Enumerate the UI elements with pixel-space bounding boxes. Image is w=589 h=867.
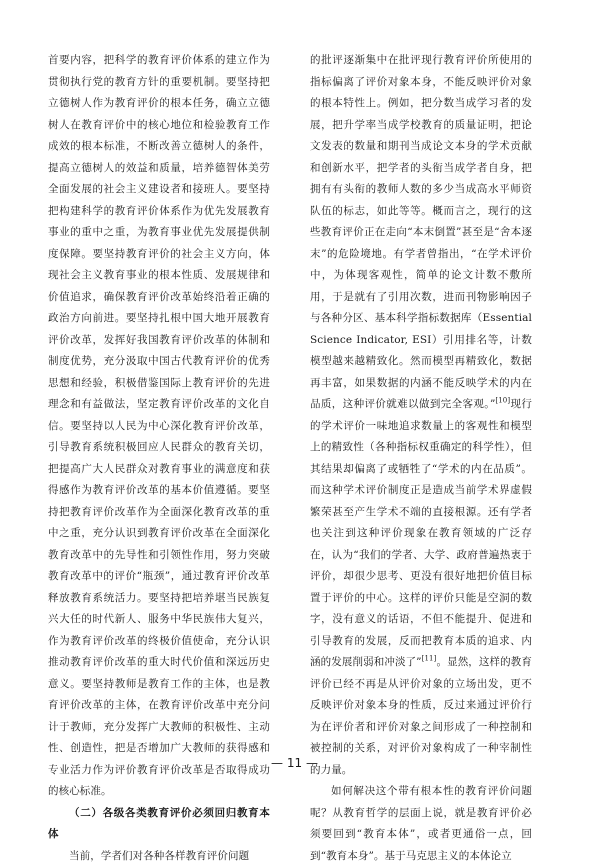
citation-ref: [10]: [495, 397, 510, 405]
paragraph-text: 的批评逐渐集中在批评现行教育评价所使用的指标偏离了评价对象本身，不能反映评价对象的根本特性上。例如，把分数当成学习者的发展，把升学率当成学校教育的质量证明，把论文发表的数量和期刊当成论文本身的学术贡献和创新水平，把学者的头衔当成学者自身，把拥有有头衔的教师人数的多少当成高水平师资队伍的标志，如此等等。概而言之，现行的这些教育评价正在走向“本末倒置”甚至是“舍本逐末”的危险境地。有学者曾指出，“在学术评价中，为体现客观性，简单的论文计数不敷所用，于是就有了引用次数，进而刊物影响因子与各种分区、基本科学指标数据库（Essential Science Indicator, ESI）引用排名等，计数模型越来越精致化。然而模型再精致化，数据再丰富，如果数据的内涵不能反映学术的内在品质，这种评价就难以做到完全客观。”: [310, 54, 532, 410]
paragraph: 当前，学者们对各种各样教育评价问题: [48, 846, 270, 867]
paragraph: 如何解决这个带有根本性的教育评价问题呢？从教育哲学的层面上说，就是教育评价必须要回到“教育本体”，或者更通俗一点，回到“教育本身”。基于马克思主义的本体论立: [310, 781, 532, 867]
left-column: [48, 50, 270, 867]
citation-ref: [11]: [422, 655, 437, 663]
paragraph-text: 。显然，这样的教育评价已经不再是从评价对象的立场出发，更不反映评价对象本身的性质，反过来通过评价行为在评价者和评价对象之间形成了一种控制和被控制的关系，对评价对象构成了一种宰制性的力量。: [310, 656, 532, 776]
paragraph-text: 现行的学术评价一味地追求数量上的客观性和模型上的精致性（各种指标权重确定的科学性），但其结果却偏离了或牺牲了“学术的内在品质”。而这种学术评价制度正是造成当前学术界虚假繁荣甚至产生学术不端的直接根源。还有学者也关注到这种评价现象在教育领域的广泛存在，认为“我们的学者、大学、政府普遍热衷于评价，却很少思考、更没有很好地把价值目标置于评价的中心。这样的评价只能是空洞的数字，没有意义的话语，不但不能提升、促进和引导教育的发展，反而把教育本质的追求、内涵的发展削弱和冲淡了”: [310, 398, 532, 668]
section-heading: （二）各级各类教育评价必须回归教育本体: [48, 803, 270, 846]
right-column: [310, 50, 532, 867]
paragraph: [310, 50, 532, 781]
page-number: — 11 —: [0, 756, 589, 770]
paragraph: 首要内容，把科学的教育评价体系的建立作为贯彻执行党的教育方针的重要机制。要坚持把立德树人作为教育评价的根本任务，确立立德树人在教育评价中的核心地位和检验教育工作成效的根本标准，不断改善立德树人的条件，提高立德树人的效益和质量，培养德智体美劳全面发展的社会主义建设者和接班人。要坚持把构建科学的教育评价体系作为优先发展教育事业的重中之重，为教育事业优先发展提供制度保障。要坚持教育评价的社会主义方向，体现社会主义教育事业的根本性质、发展规律和价值追求，确保教育评价改革始终沿着正确的政治方向前进。要坚持扎根中国大地开展教育评价改革，发挥好我国教育评价改革的体制和制度优势，充分汲取中国古代教育评价的优秀思想和经验，积极借鉴国际上教育评价的先进理念和有益做法，坚定教育评价改革的文化自信。要坚持以人民为中心深化教育评价改革，引导教育系统积极回应人民群众的教育关切，把提高广大人民群众对教育事业的满意度和获得感作为教育评价改革的基本价值遵循。要坚持把教育评价改革作为全面深化教育改革的重中之重，充分认识到教育评价改革在全面深化教育改革中的先导性和引领性作用，努力突破教育改革中的评价“瓶颈”，通过教育评价改革释放教育系统活力。要坚持把培养堪当民族复兴大任的时代新人、服务中华民族伟大复兴，作为教育评价改革的终极价值使命，充分认识推动教育评价改革的重大时代价值和深远历史意义。要坚持教师是教育工作的主体，也是教育评价改革的主体，在教育评价改革中充分问计于教师，充分发挥广大教师的积极性、主动性、创造性，把是否增加广大教师的获得感和专业活力作为评价教育评价改革是否取得成功的核心标准。: [48, 50, 270, 803]
